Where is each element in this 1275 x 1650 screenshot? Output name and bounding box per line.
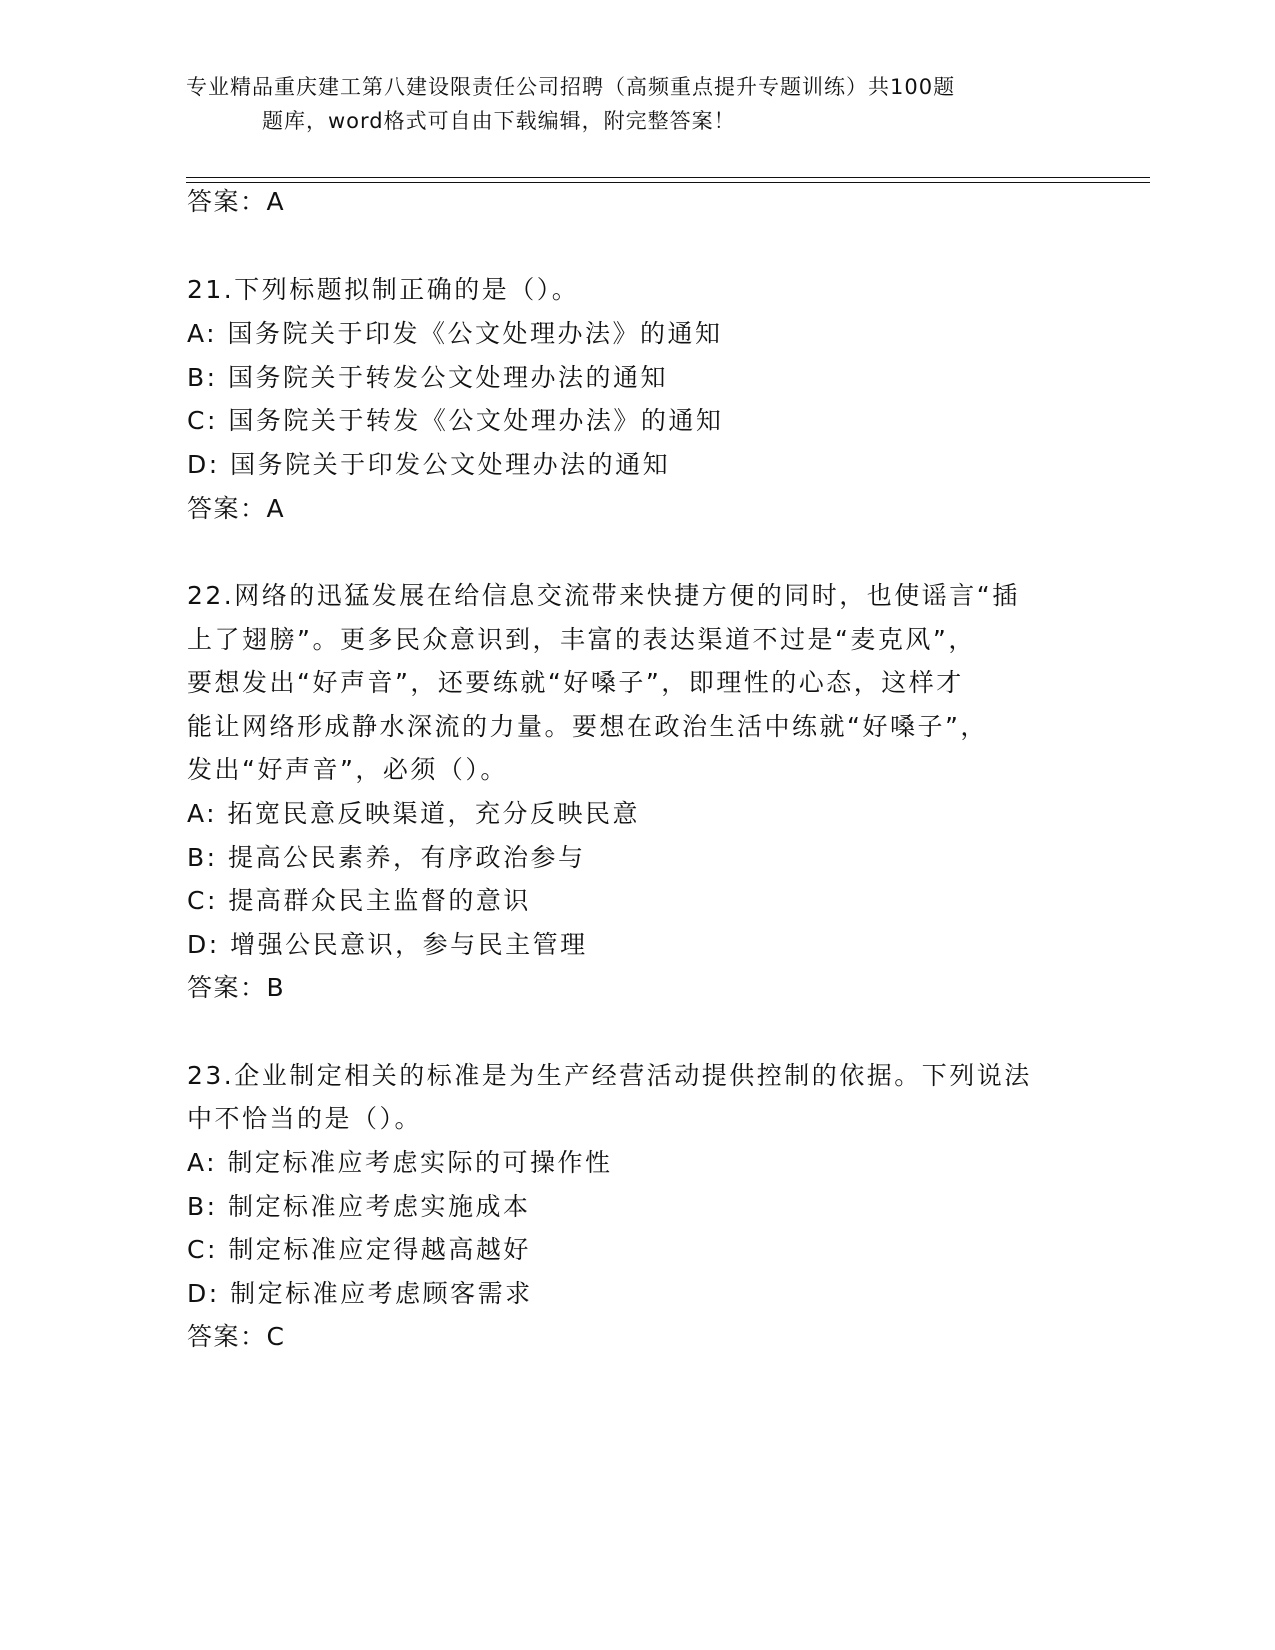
question-21-option-b: B: 国务院关于转发公文处理办法的通知 bbox=[187, 363, 669, 392]
previous-answer: 答案：A bbox=[187, 187, 286, 216]
question-22-option-b: B: 提高公民素养，有序政治参与 bbox=[187, 843, 586, 872]
question-22-option-a: A: 拓宽民意反映渠道，充分反映民意 bbox=[187, 799, 641, 828]
document-header bbox=[186, 70, 1066, 138]
question-22-option-d: D: 增强公民意识，参与民主管理 bbox=[187, 930, 588, 959]
question-23-option-d: D: 制定标准应考虑顾客需求 bbox=[187, 1279, 533, 1308]
question-22-stem-line-4: 能让网络形成静水深流的力量。要想在政治生活中练就“好嗓子”， bbox=[187, 712, 988, 741]
question-23-stem-line-2: 中不恰当的是（）。 bbox=[187, 1104, 423, 1133]
header-divider-top bbox=[186, 177, 1150, 178]
question-22-option-c: C: 提高群众民主监督的意识 bbox=[187, 886, 531, 915]
question-22-stem-line-5: 发出“好声音”，必须（）。 bbox=[187, 755, 508, 784]
question-23-option-c: C: 制定标准应定得越高越好 bbox=[187, 1235, 531, 1264]
question-23-option-a: A: 制定标准应考虑实际的可操作性 bbox=[187, 1148, 613, 1177]
question-21-stem: 21.下列标题拟制正确的是（）。 bbox=[187, 275, 580, 304]
question-23-answer: 答案：C bbox=[187, 1322, 286, 1351]
question-22-stem-line-1: 22.网络的迅猛发展在给信息交流带来快捷方便的同时，也使谣言“插 bbox=[187, 581, 1020, 610]
question-22-stem-line-2: 上了翅膀”。更多民众意识到，丰富的表达渠道不过是“麦克风”， bbox=[187, 625, 976, 654]
question-21-answer: 答案：A bbox=[187, 494, 286, 523]
question-21-option-c: C: 国务院关于转发《公文处理办法》的通知 bbox=[187, 406, 724, 435]
question-21-option-d: D: 国务院关于印发公文处理办法的通知 bbox=[187, 450, 671, 479]
header-divider-bottom bbox=[186, 182, 1150, 183]
question-23-option-b: B: 制定标准应考虑实施成本 bbox=[187, 1192, 531, 1221]
question-22-answer: 答案：B bbox=[187, 973, 286, 1002]
question-23-stem-line-1: 23.企业制定相关的标准是为生产经营活动提供控制的依据。下列说法 bbox=[187, 1061, 1032, 1090]
header-title-line-2: 题库，word格式可自由下载编辑，附完整答案！ bbox=[262, 109, 736, 133]
question-22-stem-line-3: 要想发出“好声音”，还要练就“好嗓子”，即理性的心态，这样才 bbox=[187, 668, 964, 697]
header-title-line-1: 专业精品重庆建工第八建设限责任公司招聘（高频重点提升专题训练）共100题 bbox=[186, 75, 956, 99]
question-21-option-a: A: 国务院关于印发《公文处理办法》的通知 bbox=[187, 319, 723, 348]
